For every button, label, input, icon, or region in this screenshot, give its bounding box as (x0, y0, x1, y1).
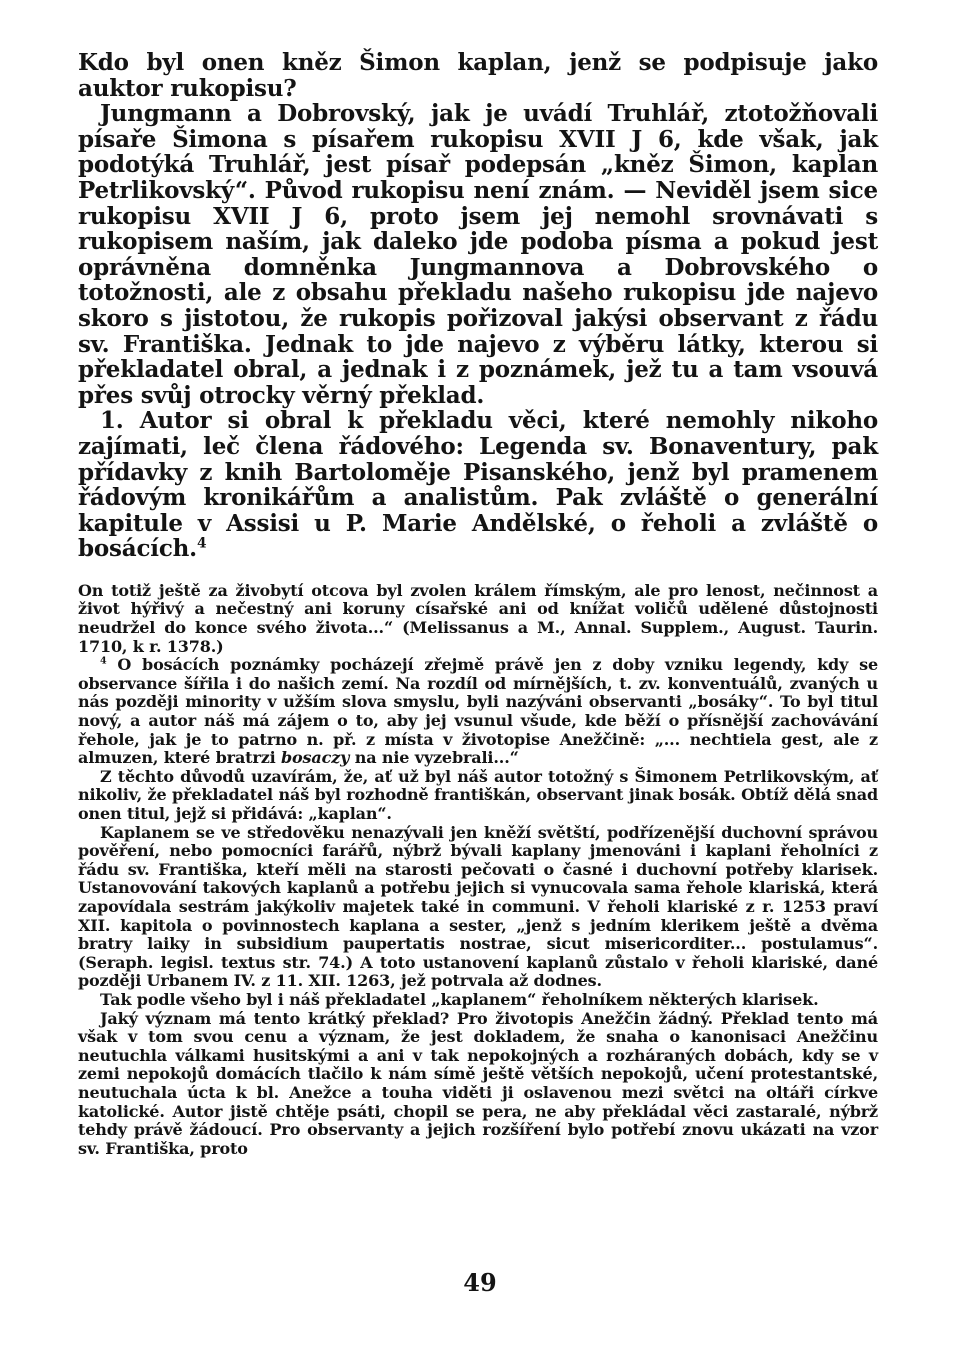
footnotes (78, 582, 878, 1158)
footnote-paragraph-3: Z těchto důvodů uzavírám, že, ať už byl náš autor totožný s Šimonem Petrlikovským, ať nikoliv, že překladatel náš byl rozhodně františkán, observant jinak bosák. Obtíž dělá snad onen titul, jejž si přidává: „kaplan“. (78, 766, 878, 823)
footnote-paragraph-5: Tak podle všeho byl i náš překladatel „kaplanem“ řeholníkem některých klarisek. (100, 989, 819, 1009)
paragraph-3 (78, 408, 878, 562)
footnote-paragraph-6: Jaký význam má tento krátký překlad? Pro životopis Anežčin žádný. Překlad tento má však v tom svou cenu a význam, že jest dokladem, že snaha o kanonisaci Anežčinu neutuchla válkami husitskými a ani v tak nepokojných a rozháraných dobách, kdy se v zemi nepokojů domácích tlačilo k nám símě ještě větších nepokojů, učení protestantské, neutuchala úcta k bl. Anežce a touha viděti ji oslavenou mezi světci na oltáři církve katolické. Autor jistě chtěje psáti, chopil se pera, ne aby překládal věci zastaralé, nýbrž tehdy právě žádoucí. Pro observanty a jejich rozšíření bylo potřebí znovu ukázati na vzor sv. Františka, proto (78, 1008, 878, 1158)
paragraph-1: Kdo byl onen kněz Šimon kaplan, jenž se podpisuje jako auktor rukopisu? (78, 49, 878, 102)
paragraph-3-text: 1. Autor si obral k překladu věci, které nemohly nikoho zajímati, leč člena řádového: Legenda sv. Bonaventury, pak přídavky z knih Bartoloměje Pisanského, jenž byl pramenem řádovým kronikářům a analistům. Pak zvláště o generální kapitule v Assisi u P. Marie Andělské, o řeholi a zvláště o bosácích. (78, 407, 878, 563)
footnote-4-text-a: O bosácích poznámky pocházejí zřejmě právě jen z doby vzniku legendy, kdy se observance šířila i do našich zemí. Na rozdíl od mírnějších, t. zv. konventuálů, zvaných u nás později minority v užším slova smyslu, byli nazýváni observanti „bosáky“. To byl titul nový, a autor náš má zájem o to, aby jej vsunul všude, kde běží o přísnější zachovávání řehole, jak je to patrno n. př. z místa v životopise Anežčině: „... nechtiela gest, ale z almuzen, které bratrzi (78, 655, 878, 768)
page-body (78, 50, 878, 1158)
paragraph-2: Jungmann a Dobrovský, jak je uvádí Truhlář, ztotožňovali písaře Šimona s písařem rukopisu XVII J 6, kde však, jak podotýká Truhlář, jest písař podepsán „kněz Šimon, kaplan Petrlikovský“. Původ rukopisu není znám. — Neviděl jsem sice rukopisu XVII J 6, proto jsem jej nemohl srovnávati s rukopisem naším, jak daleko jde podoba písma a pokud jest oprávněna domněnka Jungmannova a Dobrovského o totožnosti, ale z obsahu překladu našeho rukopisu jde najevo skoro s jistotou, že rukopis pořizoval jakýsi observant z řádu sv. Františka. Jednak to jde najevo z výběru látky, kterou si překladatel obral, a jednak i z poznámek, jež tu a tam vsouvá přes svůj otrocky věrný překlad. (78, 100, 878, 409)
footnote-paragraph-4: Kaplanem se ve středověku nenazývali jen kněží světští, podřízenější duchovní správou pověření, nebo pomocníci farářů, nýbrž bývali kaplany jmenováni i kaplani řeholníci z řádu sv. Františka, kteří měli na starosti pečovati o časné i duchovní potřeby klarisek. Ustanovování takových kaplanů a potřebu jejich si vynucovala sama řehole klariská, která zapovídala sestrám jakýkoliv majetek také in communi. V řeholi klariské z r. 1253 praví XII. kapitola o povinnostech kaplana a sester, „jenž s jedním klerikem ještě a dvěma bratry laiky in subsidium paupertatis nostrae, sicut misericorditer... postulamus“. (Seraph. legisl. textus str. 74.) A toto ustanovení kaplanů zůstalo v řeholi klariské, dané později Urbanem IV. z 11. XII. 1263, jež potrvala až dodnes. (78, 822, 878, 991)
footnote-4 (78, 656, 878, 768)
footnote-4-marker: 4 (100, 655, 107, 667)
footnote-4-italic: bosaczy (280, 748, 350, 768)
footnote-4-text-b: na nie vyzebrali...“ (349, 748, 519, 768)
page-number: 49 (463, 1268, 497, 1297)
main-text (78, 50, 878, 562)
footnote-continuation: On totiž ještě za živobytí otcova byl zvolen králem římským, ale pro lenost, nečinnost a život hýřivý a nečestný ani koruny císařské ani od knížat voličů udělené důstojnosti neudržel do konce svého života...“ (Melissanus a M., Annal. Supplem., August. Taurin. 1710, k r. 1378.) (78, 580, 878, 656)
footnote-ref-4: 4 (196, 535, 207, 552)
